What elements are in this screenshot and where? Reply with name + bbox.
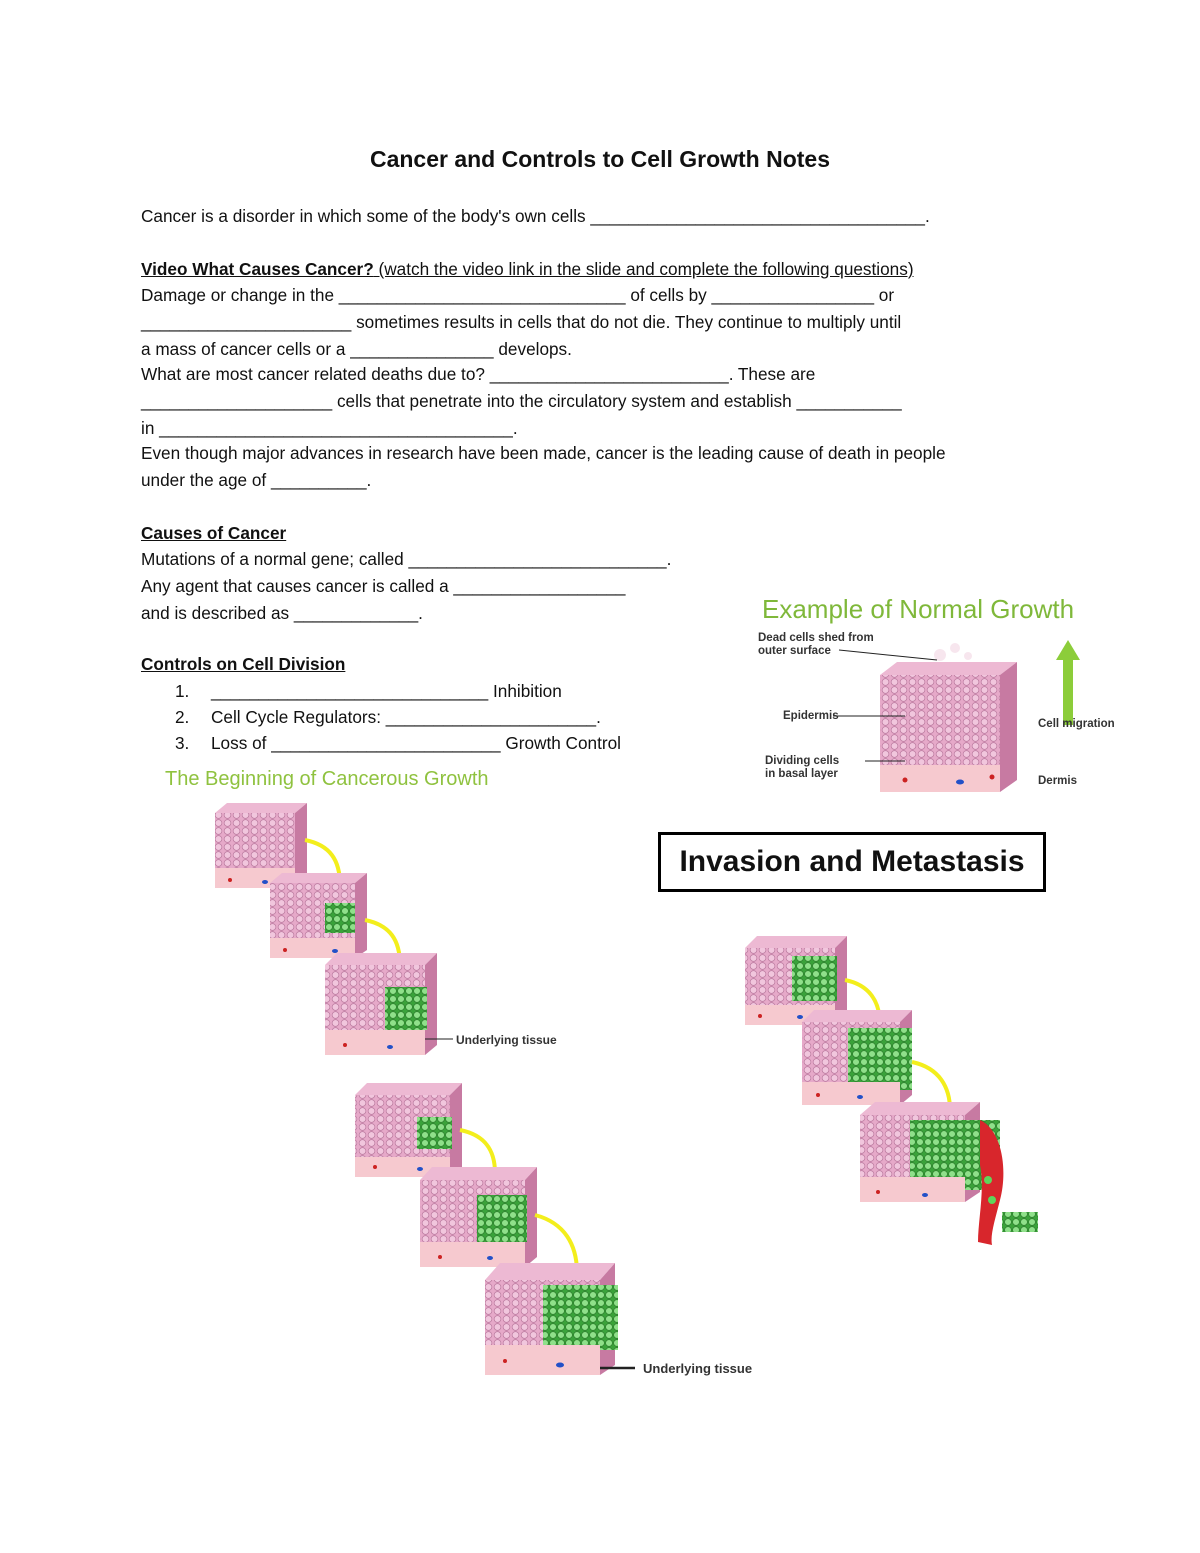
video-line-7: Even though major advances in research have been made, cancer is the leading cause of death in people <box>141 443 946 463</box>
controls-item-2 <box>175 707 601 728</box>
normal-growth-title: Example of Normal Growth <box>762 594 1075 624</box>
controls-item-3 <box>175 733 621 754</box>
intro-line: Cancer is a disorder in which some of the body's own cells ___________________________________. <box>141 206 930 226</box>
video-instruction: (watch the video link in the slide and complete the following questions) <box>373 259 914 279</box>
item-number: 2. <box>175 707 190 727</box>
video-line-6: in _____________________________________. <box>141 418 518 438</box>
label-cell-migration: Cell migration <box>1038 718 1115 730</box>
label-dividing-1: Dividing cells <box>765 755 840 767</box>
video-line-4: What are most cancer related deaths due to? _________________________. These are <box>141 364 816 384</box>
video-line-8: under the age of __________. <box>141 470 372 490</box>
controls-item-1 <box>175 681 562 702</box>
label-dividing-2: in basal layer <box>765 768 838 780</box>
label-epidermis: Epidermis <box>783 710 839 722</box>
causes-line-2: Any agent that causes cancer is called a __________________ <box>141 576 626 596</box>
label-dermis: Dermis <box>1038 775 1077 787</box>
item-text: Loss of ________________________ Growth Control <box>211 733 621 753</box>
controls-heading: Controls on Cell Division <box>141 654 346 674</box>
item-text: Cell Cycle Regulators: ______________________. <box>211 707 601 727</box>
causes-line-3: and is described as _____________. <box>141 603 423 623</box>
cancerous-growth-title: The Beginning of Cancerous Growth <box>165 768 489 790</box>
video-line-3: a mass of cancer cells or a _______________ develops. <box>141 339 572 359</box>
invasion-illustration <box>740 930 1050 1250</box>
causes-line-1: Mutations of a normal gene; called ___________________________. <box>141 549 672 569</box>
item-number: 1. <box>175 681 190 701</box>
video-heading-line <box>141 259 914 279</box>
label-underlying-tissue-2: Underlying tissue <box>643 1361 753 1376</box>
causes-heading: Causes of Cancer <box>141 523 287 543</box>
video-line-1: Damage or change in the ______________________________ of cells by _________________ or <box>141 285 895 305</box>
invasion-metastasis-box: Invasion and Metastasis <box>658 832 1046 892</box>
label-dead-cells-1: Dead cells shed from <box>758 632 874 644</box>
label-dead-cells-2: outer surface <box>758 645 831 657</box>
page-title: Cancer and Controls to Cell Growth Notes <box>369 146 831 172</box>
video-line-5: ____________________ cells that penetrate into the circulatory system and establish ___________ <box>141 391 902 411</box>
item-number: 3. <box>175 733 190 753</box>
video-line-2: ______________________ sometimes results in cells that do not die. They continue to multiply until <box>141 312 902 332</box>
item-text: _____________________________ Inhibition <box>211 681 562 701</box>
label-underlying-tissue-1: Underlying tissue <box>456 1033 557 1047</box>
video-heading: Video What Causes Cancer? <box>141 259 374 279</box>
